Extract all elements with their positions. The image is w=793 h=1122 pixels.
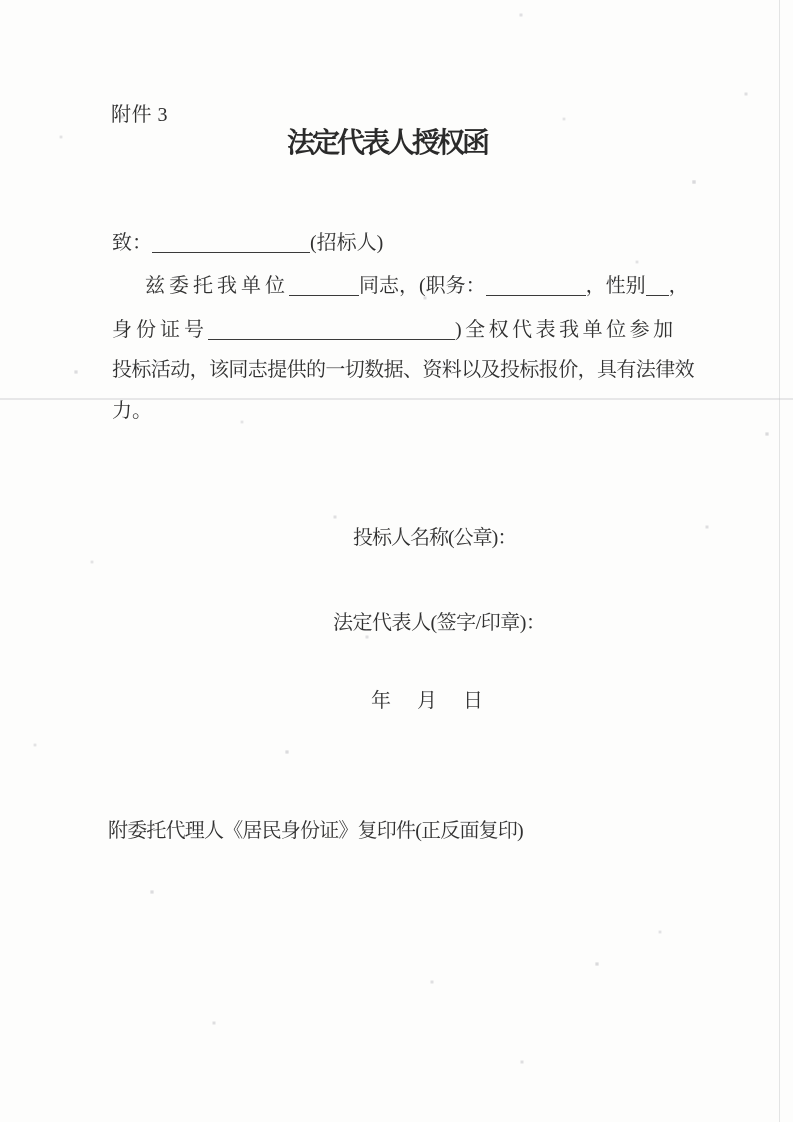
- salutation-suffix: (招标人): [310, 232, 384, 254]
- document-title: 法定代表人授权函: [287, 128, 488, 159]
- trailing-comma-text: ，: [668, 275, 689, 297]
- authorization-line-4: 力。: [112, 400, 152, 422]
- gender-blank-field: [646, 278, 669, 296]
- attachment-label: 附件 3: [111, 104, 168, 126]
- comrade-position-text: 同志，(职务：: [359, 275, 486, 297]
- id-copy-attachment-note: 附委托代理人《居民身份证》复印件(正反面复印): [108, 820, 523, 842]
- salutation-line: [112, 226, 383, 255]
- position-blank-field: [486, 278, 586, 296]
- legal-representative-signature-label: 法定代表人(签字/印章)：: [333, 612, 546, 634]
- entrust-text: 兹委托我单位: [145, 275, 289, 297]
- authorization-line-2: [112, 313, 677, 342]
- salutation-prefix: 致：: [112, 232, 152, 254]
- agent-name-blank-field: [289, 278, 359, 296]
- date-line: 年 月 日: [371, 690, 486, 712]
- scan-noise-specks: [0, 0, 2, 2]
- scan-artifact-vertical-line: [779, 0, 780, 1122]
- bidder-name-seal-label: 投标人名称(公章)：: [353, 527, 517, 549]
- recipient-blank-field: [152, 235, 310, 253]
- id-number-label: 身份证号: [112, 319, 208, 341]
- full-authority-text: )全权代表我单位参加: [455, 319, 677, 341]
- authorization-line-3: 投标活动，该同志提供的一切数据、资料以及投标报价，具有法律效: [112, 359, 694, 381]
- id-number-blank-field: [208, 322, 455, 340]
- authorization-line-1: [145, 269, 689, 298]
- gender-text: ，性别: [585, 275, 646, 297]
